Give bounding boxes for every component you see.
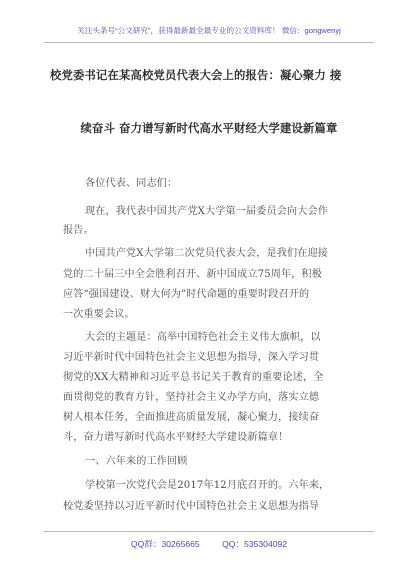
qq-number: QQ：535304092 [222, 539, 288, 549]
paragraph-line: 习近平新时代中国特色社会主义思想为指导，深入学习贯 [63, 352, 320, 363]
paragraph-line: 中国共产党X大学第二次党员代表大会，是我们在迎接 [85, 248, 328, 259]
paragraph-line: 面贯彻党的教育方针，坚持社会主义办学方向，落实立德 [63, 392, 320, 403]
paragraph-line: 学校第一次党代会是2017年12月底召开的。六年来， [85, 480, 330, 491]
paragraph-line: 各位代表、同志们： [85, 178, 178, 189]
header-banner: 关注头条号“公文研究”，获得最新最全最专业的公文资料库！ 微信：gongwenyj [44, 25, 374, 43]
paragraph-line: 应答“强国建设、财大何为”时代命题的重要时段召开的 [63, 289, 310, 300]
paragraph-line: 树人根本任务，全面推进高质量发展，凝心聚力，接续奋 [63, 412, 320, 423]
paragraph-line: 校党委坚持以习近平新时代中国特色社会主义思想为指导 [63, 501, 320, 512]
paragraph-line: 斗，奋力谱写新时代高水平财经大学建设新篇章！ [63, 432, 289, 443]
paragraph-line: 彻党的XX大精神和习近平总书记关于教育的重要论述，全 [63, 372, 324, 383]
qq-group-number: QQ群：30265665 [130, 539, 200, 549]
paragraph-line: 一次重要会议。 [63, 309, 135, 320]
document-title-line-1: 校党委书记在某高校党员代表大会上的报告：凝心聚力 接 [50, 68, 342, 82]
paragraph-line: 报告。 [63, 225, 94, 236]
paragraph-line: 现在，我代表中国共产党X大学第一届委员会向大会作 [85, 206, 328, 217]
paragraph-line: 党的二十届三中全会胜利召开、新中国成立75周年，积极 [63, 269, 322, 280]
footer-contact [44, 531, 374, 550]
section-heading: 一、六年来的工作回顾 [85, 456, 188, 467]
paragraph-line: 大会的主题是：高举中国特色社会主义伟大旗帜，以 [85, 332, 321, 343]
document-title-line-2: 续奋斗 奋力谱写新时代高水平财经大学建设新篇章 [80, 121, 338, 135]
